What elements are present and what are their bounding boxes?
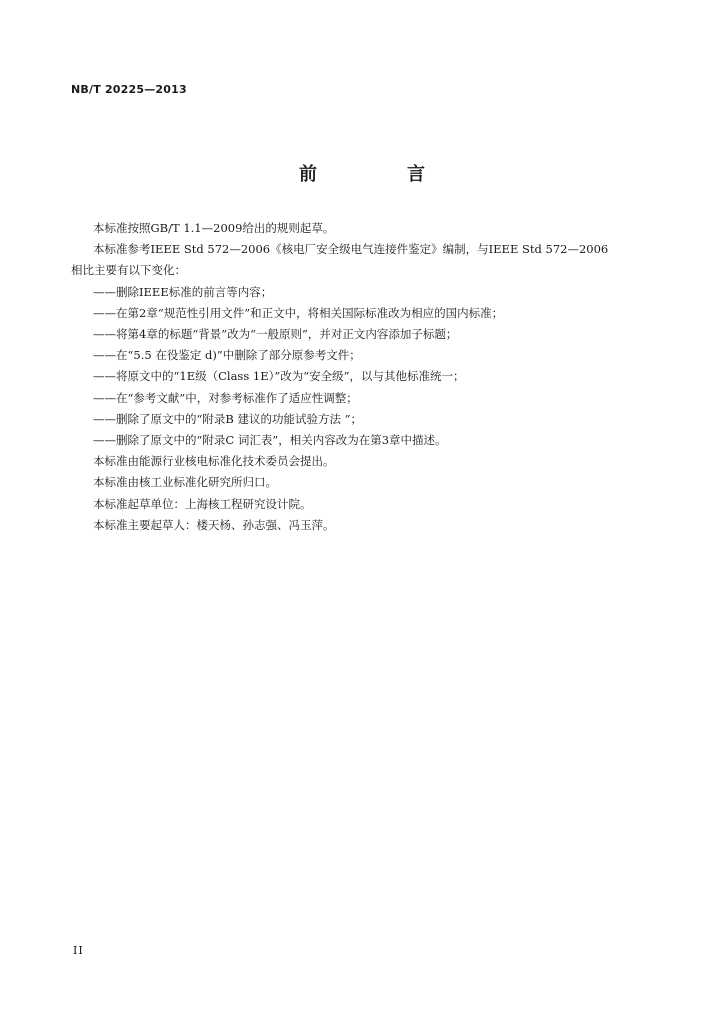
foreword-body [71, 218, 661, 536]
paragraph: 本标准主要起草人：楼天杨、孙志强、冯玉萍。 [93, 517, 335, 532]
page-number: II [73, 944, 84, 957]
list-item: ——删除了原文中的“附录B 建议的功能试验方法 ”； [93, 411, 363, 426]
list-item: ——将第4章的标题“背景”改为“一般原则”，并对正文内容添加子标题； [93, 327, 458, 342]
paragraph: 本标准参考IEEE Std 572—2006《核电厂安全级电气连接件鉴定》编制，与IEEE Std 572—2006 [93, 242, 609, 257]
list-item: ——删除IEEE标准的前言等内容； [93, 284, 273, 299]
list-item: ——删除了原文中的“附录C 词汇表”，相关内容改为在第3章中描述。 [93, 433, 447, 448]
standard-number: NB/T 20225—2013 [71, 83, 187, 96]
list-item: ——在第2章“规范性引用文件”和正文中，将相关国际标准改为相应的国内标准； [93, 305, 504, 320]
list-item: ——在“5.5 在役鉴定 d)”中删除了部分原参考文件； [93, 348, 361, 363]
paragraph: 相比主要有以下变化： [71, 263, 186, 278]
list-item: ——在“参考文献”中，对参考标准作了适应性调整； [93, 390, 358, 405]
paragraph: 本标准按照GB/T 1.1—2009给出的规则起草。 [93, 221, 335, 235]
page-title: 前 言 [299, 164, 461, 185]
paragraph: 本标准起草单位：上海核工程研究设计院。 [93, 496, 312, 511]
paragraph: 本标准由能源行业核电标准化技术委员会提出。 [93, 454, 335, 469]
list-item: ——将原文中的“1E级（Class 1E）”改为“安全级”，以与其他标准统一； [93, 369, 465, 384]
paragraph: 本标准由核工业标准化研究所归口。 [93, 475, 277, 490]
